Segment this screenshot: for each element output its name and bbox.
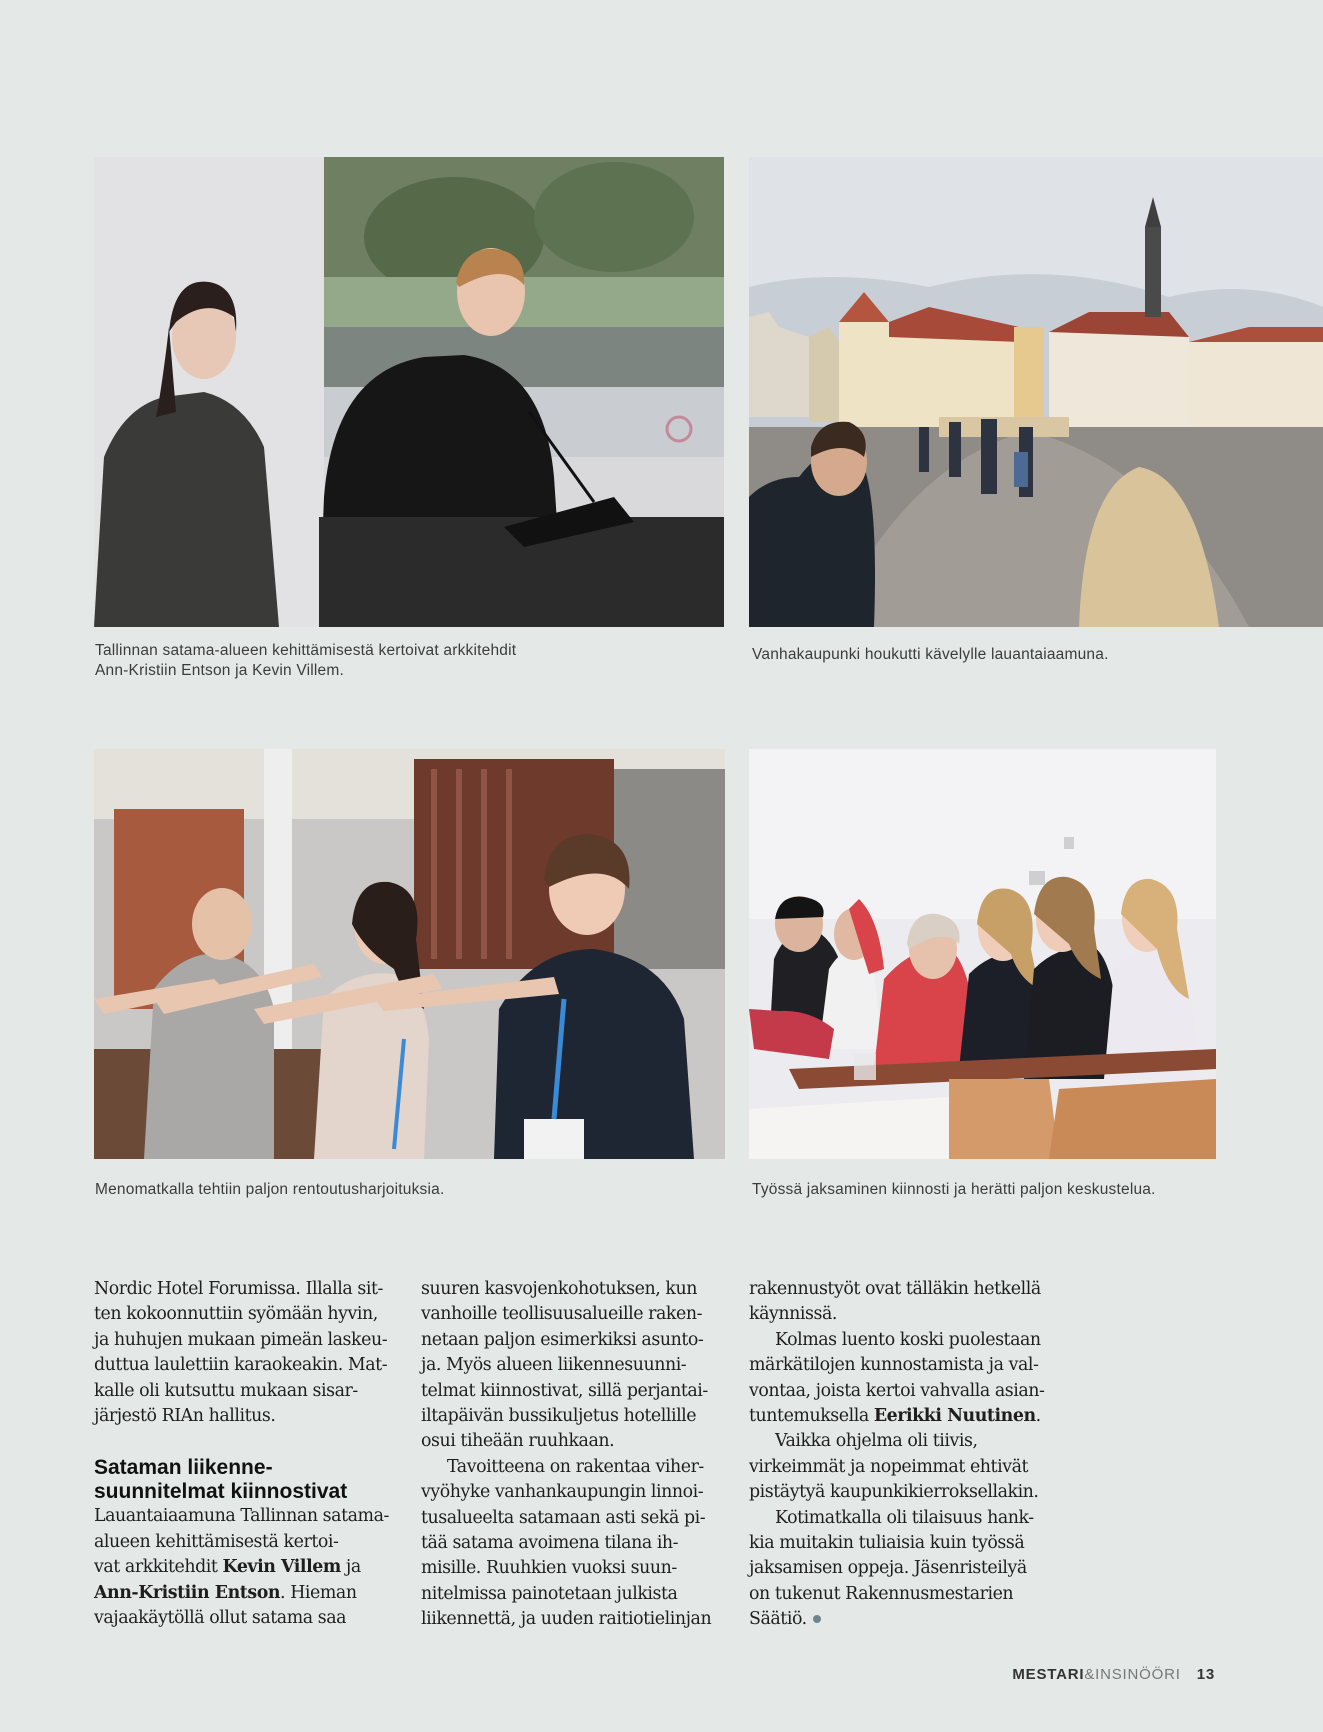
magazine-name: MESTARI <box>1012 1666 1085 1683</box>
text-line: Kotimatkalla oli tilaisuus hank- <box>775 1507 1034 1528</box>
magazine-name-suffix: &INSINÖÖRI <box>1084 1666 1181 1683</box>
text-line: kia muitakin tuliaisia kuin työssä <box>749 1533 1025 1554</box>
caption-line: Vanhakaupunki houkutti kävelylle lauantaiaamuna. <box>752 646 1109 663</box>
text-line: järjestö RIAn hallitus. <box>94 1406 276 1427</box>
photo-caption <box>95 641 516 681</box>
article-column-2 <box>421 1277 721 1633</box>
photo-caption <box>95 1180 444 1200</box>
person-name: Kevin Villem <box>222 1557 341 1578</box>
text-line: liikennettä, ja uuden raitiotielinjan <box>421 1609 712 1630</box>
text-line: suuren kasvojenkohotuksen, kun <box>421 1279 697 1299</box>
article-paragraph <box>749 1429 1049 1505</box>
article-paragraph <box>421 1277 721 1455</box>
text-line: Kolmas luento koski puolestaan <box>775 1329 1041 1350</box>
end-mark-dot <box>813 1615 821 1623</box>
text-fragment: ja <box>340 1557 361 1578</box>
text-line: virkeimmät ja nopeimmat ehtivät <box>749 1456 1029 1477</box>
text-line: tusalueelta satamaan asti sekä pi- <box>421 1507 706 1528</box>
caption-line: Menomatkalla tehtiin paljon rentoutusharjoituksia. <box>95 1181 445 1198</box>
text-line: alueen kehittämisestä kertoi- <box>94 1531 339 1552</box>
text-line: osui tiheään ruuhkaan. <box>421 1431 615 1452</box>
article-paragraph <box>421 1455 721 1633</box>
text-line: vontaa, joista kertoi vahvalla asian- <box>749 1380 1045 1401</box>
text-line: kalle oli kutsuttu mukaan sisar- <box>94 1380 358 1401</box>
article-column-3 <box>749 1277 1049 1633</box>
text-line: netaan paljon esimerkiksi asunto- <box>421 1329 704 1350</box>
text-fragment: tuntemuksella <box>749 1406 874 1427</box>
text-line: märkätilojen kunnostamista ja val- <box>749 1355 1039 1376</box>
article-column-1 <box>94 1277 394 1631</box>
page-footer <box>1012 1666 1215 1683</box>
page-number: 13 <box>1196 1666 1215 1683</box>
text-fragment: . Hieman <box>280 1582 357 1603</box>
text-line: ja huhujen mukaan pimeän laskeu- <box>94 1329 388 1350</box>
text-line: ten kokoonnuttiin syömään hyvin, <box>94 1304 378 1325</box>
text-line: pistäytyä kaupunkikierroksellakin. <box>749 1482 1039 1503</box>
old-town-square-photo <box>749 157 1323 627</box>
text-line: Lauantaiaamuna Tallinnan satama- <box>94 1506 389 1527</box>
text-line: Tavoitteena on rakentaa viher- <box>447 1456 704 1477</box>
article-paragraph <box>749 1277 1049 1328</box>
text-line: vyöhyke vanhankaupungin linnoi- <box>421 1482 704 1503</box>
photo-caption <box>752 645 1109 665</box>
audience-discussion-photo <box>749 749 1216 1159</box>
text-fragment: vat arkkitehdit <box>94 1557 223 1578</box>
heading-line: suunnitelmat kiinnostivat <box>94 1480 348 1504</box>
text-line: Vaikka ohjelma oli tiivis, <box>775 1431 978 1452</box>
text-line: Säätiö. <box>749 1609 807 1630</box>
text-line: duttua laulettiin karaokeakin. Mat- <box>94 1355 388 1376</box>
text-line: vanhoille teollisuusalueille raken- <box>421 1304 703 1325</box>
person-name: Eerikki Nuutinen <box>873 1406 1036 1427</box>
text-line: ja. Myös alueen liikennesuunni- <box>421 1355 687 1376</box>
relaxation-exercise-photo <box>94 749 725 1159</box>
text-line: rakennustyöt ovat tälläkin hetkellä <box>749 1279 1041 1299</box>
text-line: jaksamisen oppeja. Jäsenristeilyä <box>749 1558 1027 1579</box>
text-line: iltapäivän bussikuljetus hotellille <box>421 1406 697 1427</box>
caption-line: Työssä jaksaminen kiinnosti ja herätti paljon keskustelua. <box>752 1181 1156 1198</box>
text-line: tää satama avoimena tilana ih- <box>421 1533 679 1554</box>
heading-line: Sataman liikenne- <box>94 1456 273 1480</box>
photo-caption <box>752 1180 1156 1200</box>
text-line: misille. Ruuhkien vuoksi suun- <box>421 1558 677 1579</box>
text-line: on tukenut Rakennusmestarien <box>749 1583 1014 1604</box>
section-heading <box>94 1456 394 1504</box>
text-fragment: . <box>1035 1406 1041 1427</box>
text-line: telmat kiinnostivat, sillä perjantai- <box>421 1380 708 1401</box>
article-paragraph <box>749 1506 1049 1633</box>
caption-line: Ann-Kristiin Entson ja Kevin Villem. <box>95 662 344 679</box>
person-name: Ann-Kristiin Entson <box>94 1582 281 1603</box>
text-line: vajaakäytöllä ollut satama saa <box>94 1608 347 1629</box>
architects-presentation-photo <box>94 157 724 627</box>
caption-line: Tallinnan satama-alueen kehittämisestä kertoivat arkkitehdit <box>95 642 517 659</box>
article-paragraph <box>94 1277 394 1429</box>
text-line: nitelmissa painotetaan julkista <box>421 1583 678 1604</box>
article-paragraph <box>749 1328 1049 1430</box>
text-line: käynnissä. <box>749 1304 837 1325</box>
article-paragraph <box>94 1504 394 1631</box>
text-line: Nordic Hotel Forumissa. Illalla sit- <box>94 1279 383 1299</box>
